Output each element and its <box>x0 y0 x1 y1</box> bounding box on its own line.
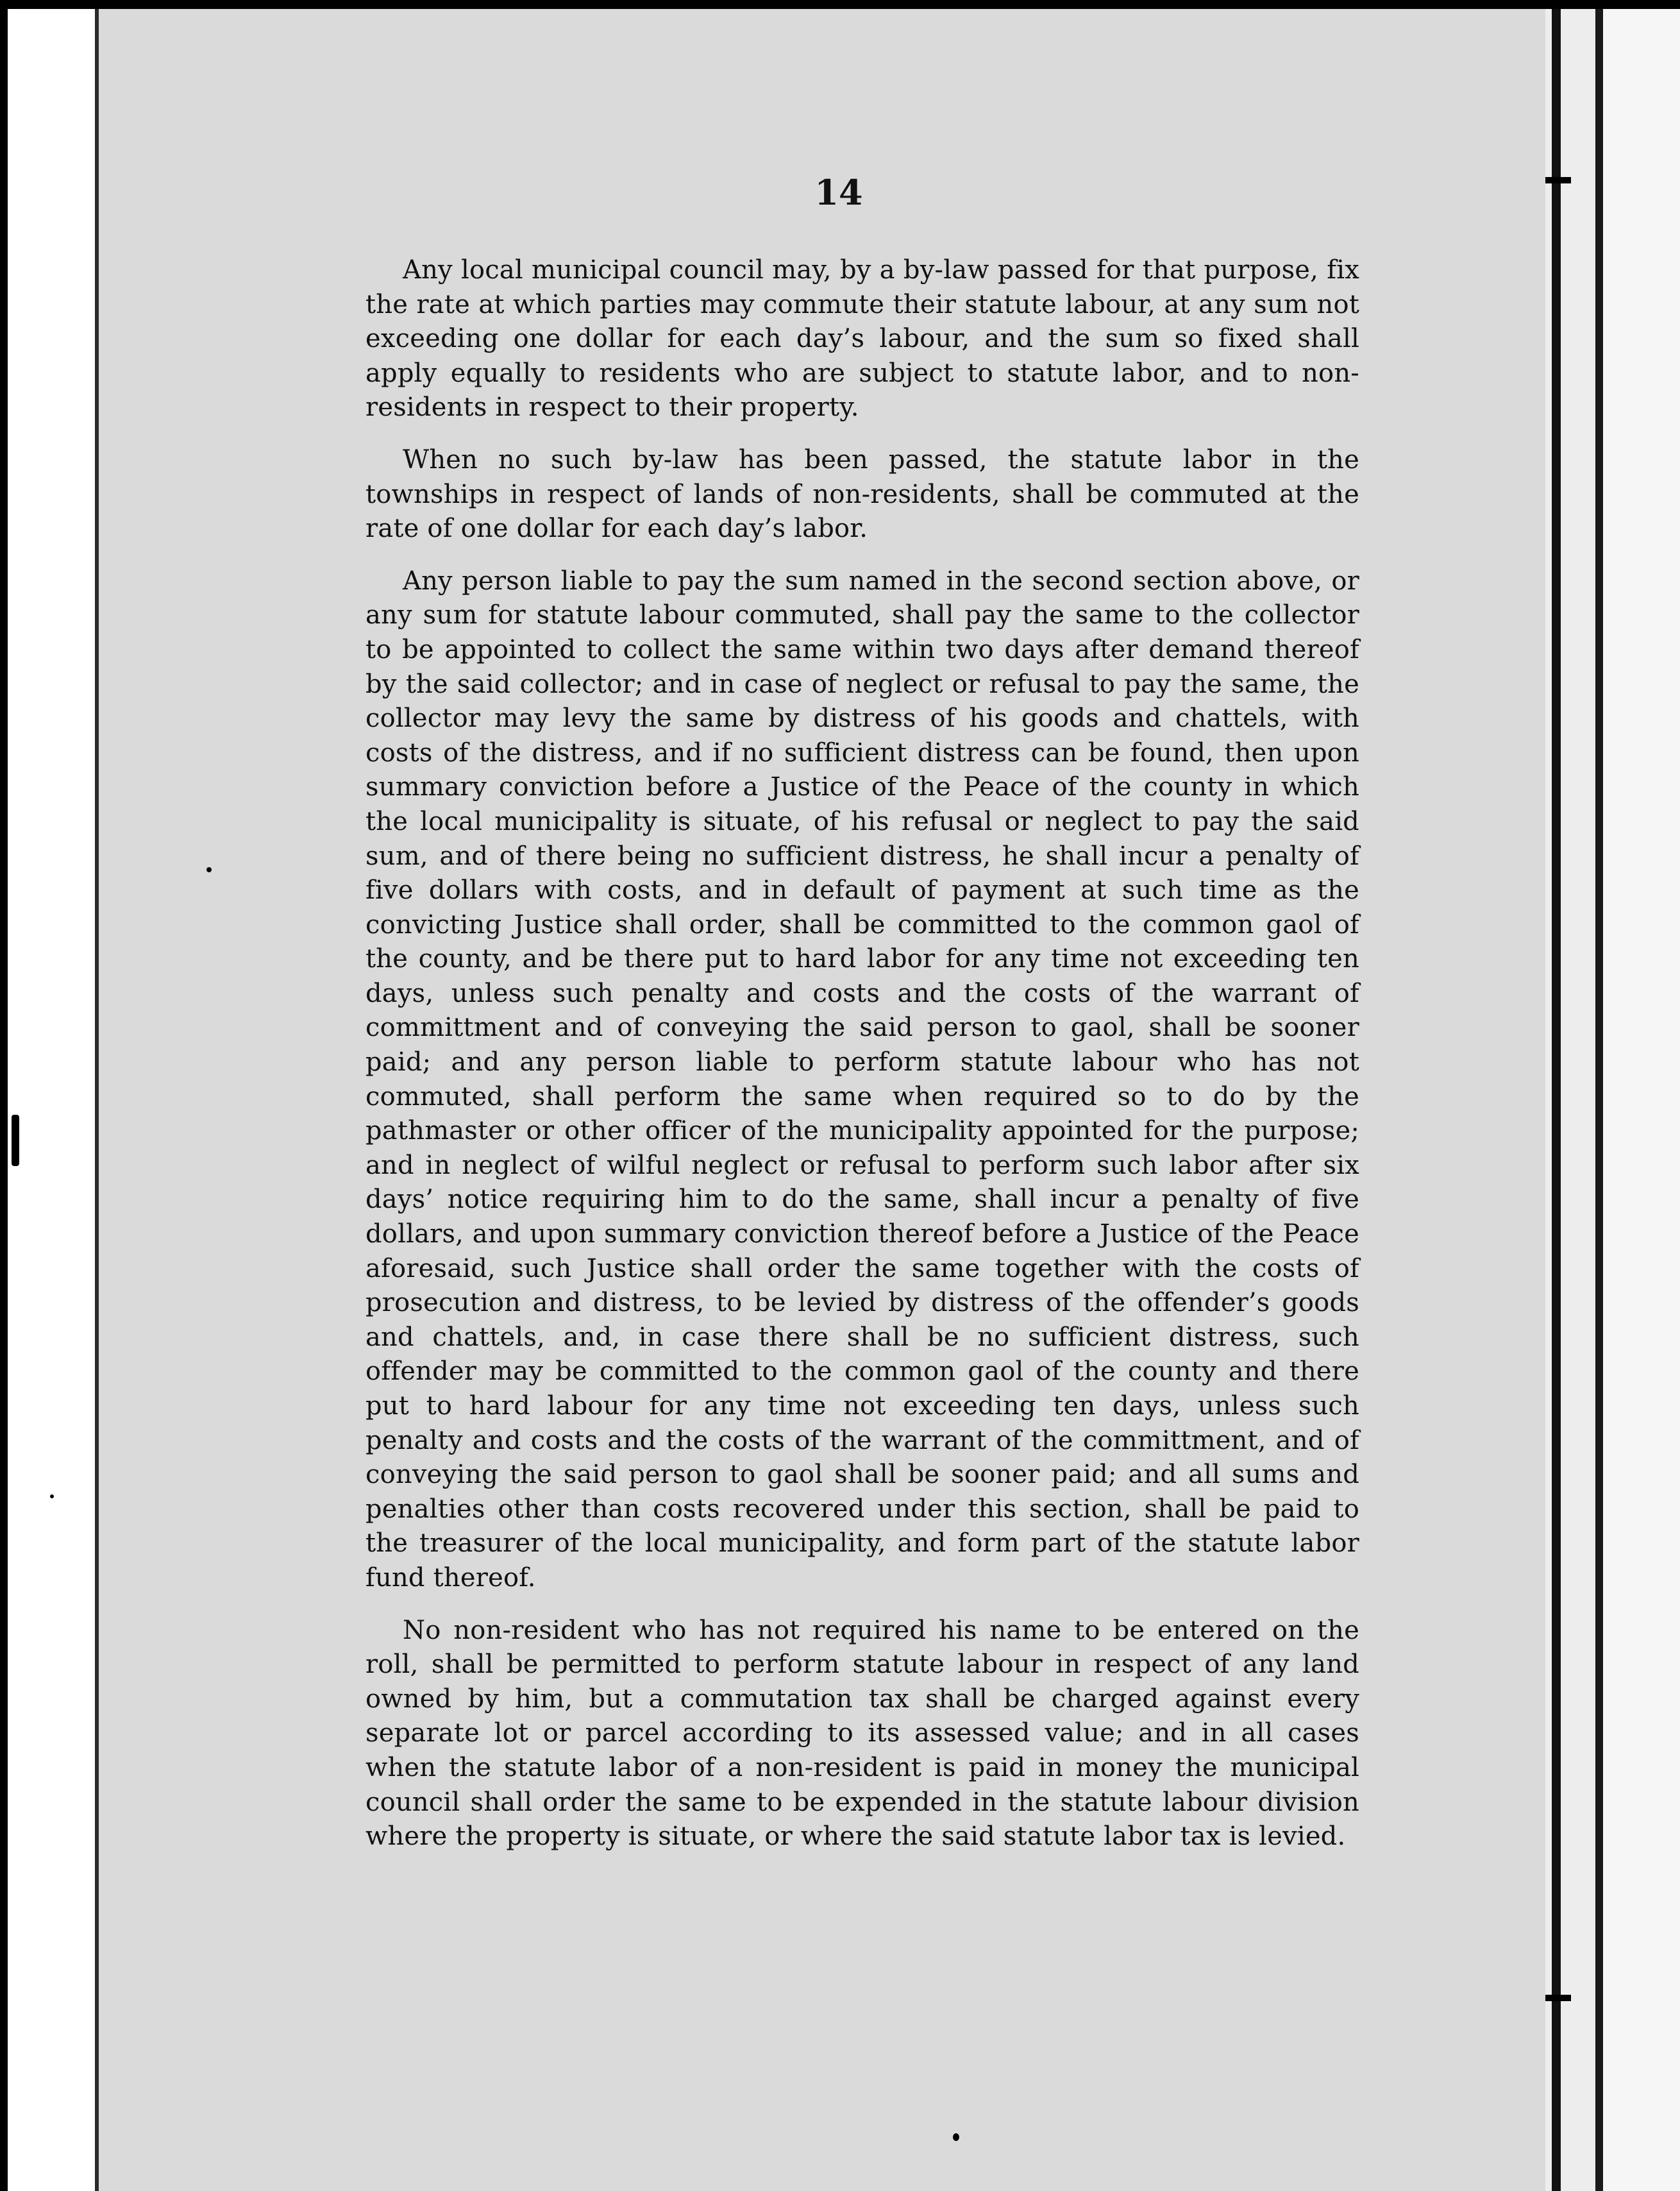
scan-border-top <box>0 0 1680 9</box>
adjacent-page-edge <box>1603 9 1680 2191</box>
binding-stitch <box>1545 1995 1571 2001</box>
paper-speck <box>953 2133 959 2141</box>
paragraph-penalties: Any person liable to pay the sum named in the second section above, or any sum for statute labour commuted, shall pay the same to the collector to be appointed to collect the same within two days after demand thereof by the said collector; and in case of neglect or refusal to pay the same, the collector may levy the same by distress of his goods and chattels, with costs of the distress, and if no sufficient distress can be found, then upon summary conviction before a Justice of the Peace of the county in which the local municipality is situate, of his refusal or neglect to pay the said sum, and of there being no sufficient distress, he shall incur a penalty of five dollars with costs, and in default of payment at such time as the convicting Justice shall order, shall be committed to the common gaol of the county, and be there put to hard labor for any time not exceeding ten days, unless such penalty and costs and the costs of the warrant of committment and of conveying the said person to gaol, shall be sooner paid; and any person liable to perform statute labour who has not commuted, shall perform the same when required so to do by the pathmaster or other officer of the municipality appointed for the purpose; and in neglect of wilful neglect or refusal to perform such labor after six days’ notice requiring him to do the same, shall incur a penalty of five dollars, and upon summary conviction thereof before a Justice of the Peace aforesaid, such Justice shall order the same together with the costs of prosecution and distress, to be levied by distress of the offender’s goods and chattels, and, in case there shall be no sufficient distress, such offender may be committed to the common gaol of the county and there put to hard labour for any time not exceeding ten days, unless such penalty and costs and the costs of the warrant of the committment, and of conveying the said person to gaol shall be sooner paid; and all sums and penalties other than costs recovered under this section, shall be paid to the treasurer of the local municipality, and form part of the statute labor fund thereof. <box>365 566 1359 1593</box>
scan-border-left <box>0 0 8 2191</box>
page-number: 14 <box>814 172 863 213</box>
margin-mark <box>12 1115 19 1166</box>
binding-stitch <box>1545 177 1571 183</box>
paragraph-non-residents: No non-resident who has not required his name to be entered on the roll, shall be permitted to perform statute labour in respect of any land owned by him, but a commutation tax shall be charged against every separate lot or parcel according to its assessed value; and in all cases when the statute labor of a non-resident is paid in money the municipal council shall order the same to be expended in the statute labour division where the property is situate, or where the said statute labor tax is levied. <box>365 1615 1359 1852</box>
paragraph-commutation-rate: Any local municipal council may, by a by-law passed for that purpose, fix the rate at which parties may commute their statute labour, at any sum not exceeding one dollar for each day’s labour, and the sum so fixed shall apply equally to residents who are subject to statute labor, and to non-residents in respect to their property. <box>365 255 1359 423</box>
binding-line <box>1552 9 1561 2191</box>
paper-speck <box>50 1494 54 1498</box>
paper-speck <box>206 867 212 872</box>
body-text <box>365 253 1359 1854</box>
binding-line-outer <box>1595 9 1603 2191</box>
paragraph-no-bylaw: When no such by-law has been passed, the statute labor in the townships in respect of lands of non-residents, shall be commuted at the rate of one dollar for each day’s labor. <box>365 444 1359 544</box>
